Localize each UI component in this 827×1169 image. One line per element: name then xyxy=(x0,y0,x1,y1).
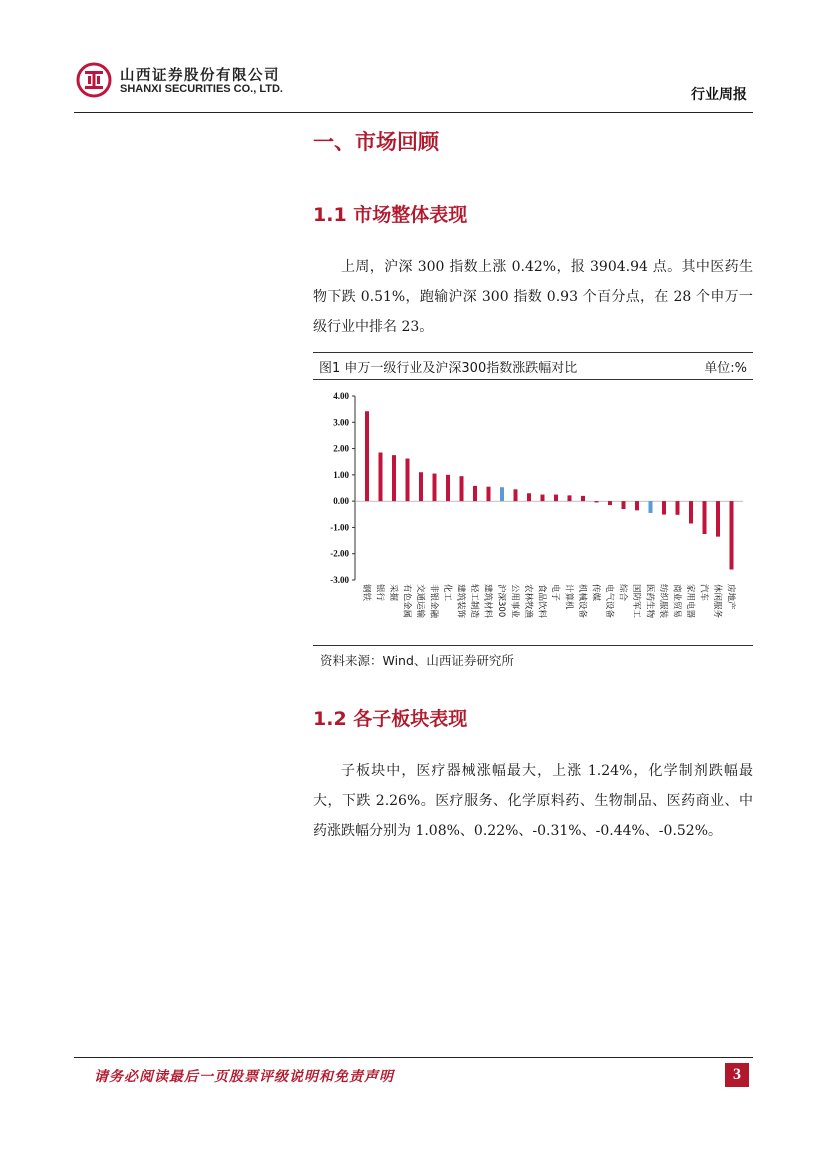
category-label: 家用电器 xyxy=(685,584,695,619)
bar-非银金融 xyxy=(433,474,437,502)
category-label: 机械设备 xyxy=(577,584,587,619)
figure-title: 图1 申万一级行业及沪深300指数涨跌幅对比 xyxy=(319,361,578,376)
y-tick-label: 4.00 xyxy=(333,391,349,401)
bar-电气设备 xyxy=(608,501,612,505)
category-label: 纺织服装 xyxy=(658,584,668,619)
bar-纺织服装 xyxy=(662,501,666,514)
bar-公用事业 xyxy=(514,489,518,501)
y-tick-label: 1.00 xyxy=(333,469,349,480)
bar-建筑材料 xyxy=(487,487,491,501)
category-label: 化工 xyxy=(442,584,452,602)
y-tick-label: -3.00 xyxy=(330,575,349,585)
bar-银行 xyxy=(379,453,383,502)
y-tick-label: 0.00 xyxy=(333,496,349,507)
category-label: 银行 xyxy=(374,584,385,602)
category-label: 汽车 xyxy=(698,584,709,602)
report-type: 行业周报 xyxy=(691,87,747,103)
bar-有色金属 xyxy=(406,459,410,502)
bar-传媒 xyxy=(595,501,599,502)
bar-钢铁 xyxy=(365,411,369,501)
category-label: 非银金融 xyxy=(428,584,439,619)
bar-农林牧渔 xyxy=(527,493,531,501)
header-divider xyxy=(74,112,753,113)
bar-食品饮料 xyxy=(541,495,545,502)
bar-采掘 xyxy=(392,455,396,501)
category-label: 商业贸易 xyxy=(671,584,682,619)
bar-汽车 xyxy=(703,501,707,534)
bar-房地产 xyxy=(730,501,734,569)
disclaimer-text: 请务必阅读最后一页股票评级说明和免责声明 xyxy=(94,1069,394,1085)
category-label: 国防军工 xyxy=(631,584,641,619)
bar-电子 xyxy=(554,495,558,502)
bar-交通运输 xyxy=(419,472,423,501)
category-label: 电气设备 xyxy=(604,584,614,619)
category-label: 公用事业 xyxy=(509,584,520,619)
category-label: 有色金属 xyxy=(401,584,412,619)
bar-化工 xyxy=(446,475,450,501)
bar-建筑装饰 xyxy=(460,476,464,501)
figure-source: 资料来源：Wind、山西证券研究所 xyxy=(320,653,514,668)
category-label: 农林牧渔 xyxy=(523,584,533,619)
y-tick-label: 2.00 xyxy=(333,443,349,454)
category-label: 房地产 xyxy=(725,584,736,610)
bar-国防军工 xyxy=(635,501,639,510)
y-tick-label: 3.00 xyxy=(333,417,349,428)
bar-商业贸易 xyxy=(676,501,680,515)
page-number: 3 xyxy=(725,1063,749,1087)
category-label: 综合 xyxy=(617,584,628,602)
section-title: 一、市场回顾 xyxy=(313,130,439,154)
bar-机械设备 xyxy=(581,496,585,501)
bar-综合 xyxy=(622,501,626,509)
category-label: 采掘 xyxy=(388,584,398,602)
company-name-cn: 山西证券股份有限公司 xyxy=(120,68,280,84)
sub-sector-paragraph: 子板块中，医疗器械涨幅最大，上涨 1.24%，化学制剂跌幅最大，下跌 2.26%。医疗服务、化学原料药、生物制品、医药商业、中药涨跌幅分别为 1.08%、0.22%、-0.31%、-0.44%、-0.52%。 xyxy=(313,763,753,839)
industry-return-bar-chart xyxy=(313,384,753,642)
bar-计算机 xyxy=(568,495,572,501)
subsection-title-1: 1.1 市场整体表现 xyxy=(313,204,468,226)
category-label: 钢铁 xyxy=(361,584,371,602)
category-label: 轻工制造 xyxy=(469,584,479,619)
bar-休闲服务 xyxy=(716,501,720,536)
category-label: 医药生物 xyxy=(644,584,655,619)
footer-divider xyxy=(74,1057,753,1058)
category-label: 建筑装饰 xyxy=(455,584,466,619)
category-label: 电子 xyxy=(550,584,560,602)
category-label: 食品饮料 xyxy=(536,584,547,619)
figure-unit: 单位:% xyxy=(704,361,747,376)
bar-沪深300 xyxy=(500,487,504,501)
y-tick-label: -2.00 xyxy=(330,548,349,559)
category-label: 计算机 xyxy=(563,584,574,610)
figure-caption xyxy=(313,352,753,380)
category-label: 休闲服务 xyxy=(712,584,722,619)
company-name-en: SHANXI SECURITIES CO., LTD. xyxy=(120,83,283,95)
category-label: 交通运输 xyxy=(415,584,425,619)
company-logo-icon xyxy=(76,62,112,98)
bar-医药生物 xyxy=(649,501,653,513)
bar-家用电器 xyxy=(689,501,693,523)
market-overview-paragraph: 上周，沪深 300 指数上涨 0.42%，报 3904.94 点。其中医药生物下跌 0.51%，跑输沪深 300 指数 0.93 个百分点，在 28 个申万一级行业中排名 23。 xyxy=(313,259,753,335)
category-label: 传媒 xyxy=(590,584,601,602)
subsection-title-2: 1.2 各子板块表现 xyxy=(313,708,468,730)
bar-轻工制造 xyxy=(473,486,477,501)
figure-bottom-divider xyxy=(313,645,753,646)
category-label: 沪深300 xyxy=(496,584,506,618)
y-tick-label: -1.00 xyxy=(330,522,349,533)
category-label: 建筑材料 xyxy=(482,584,493,619)
